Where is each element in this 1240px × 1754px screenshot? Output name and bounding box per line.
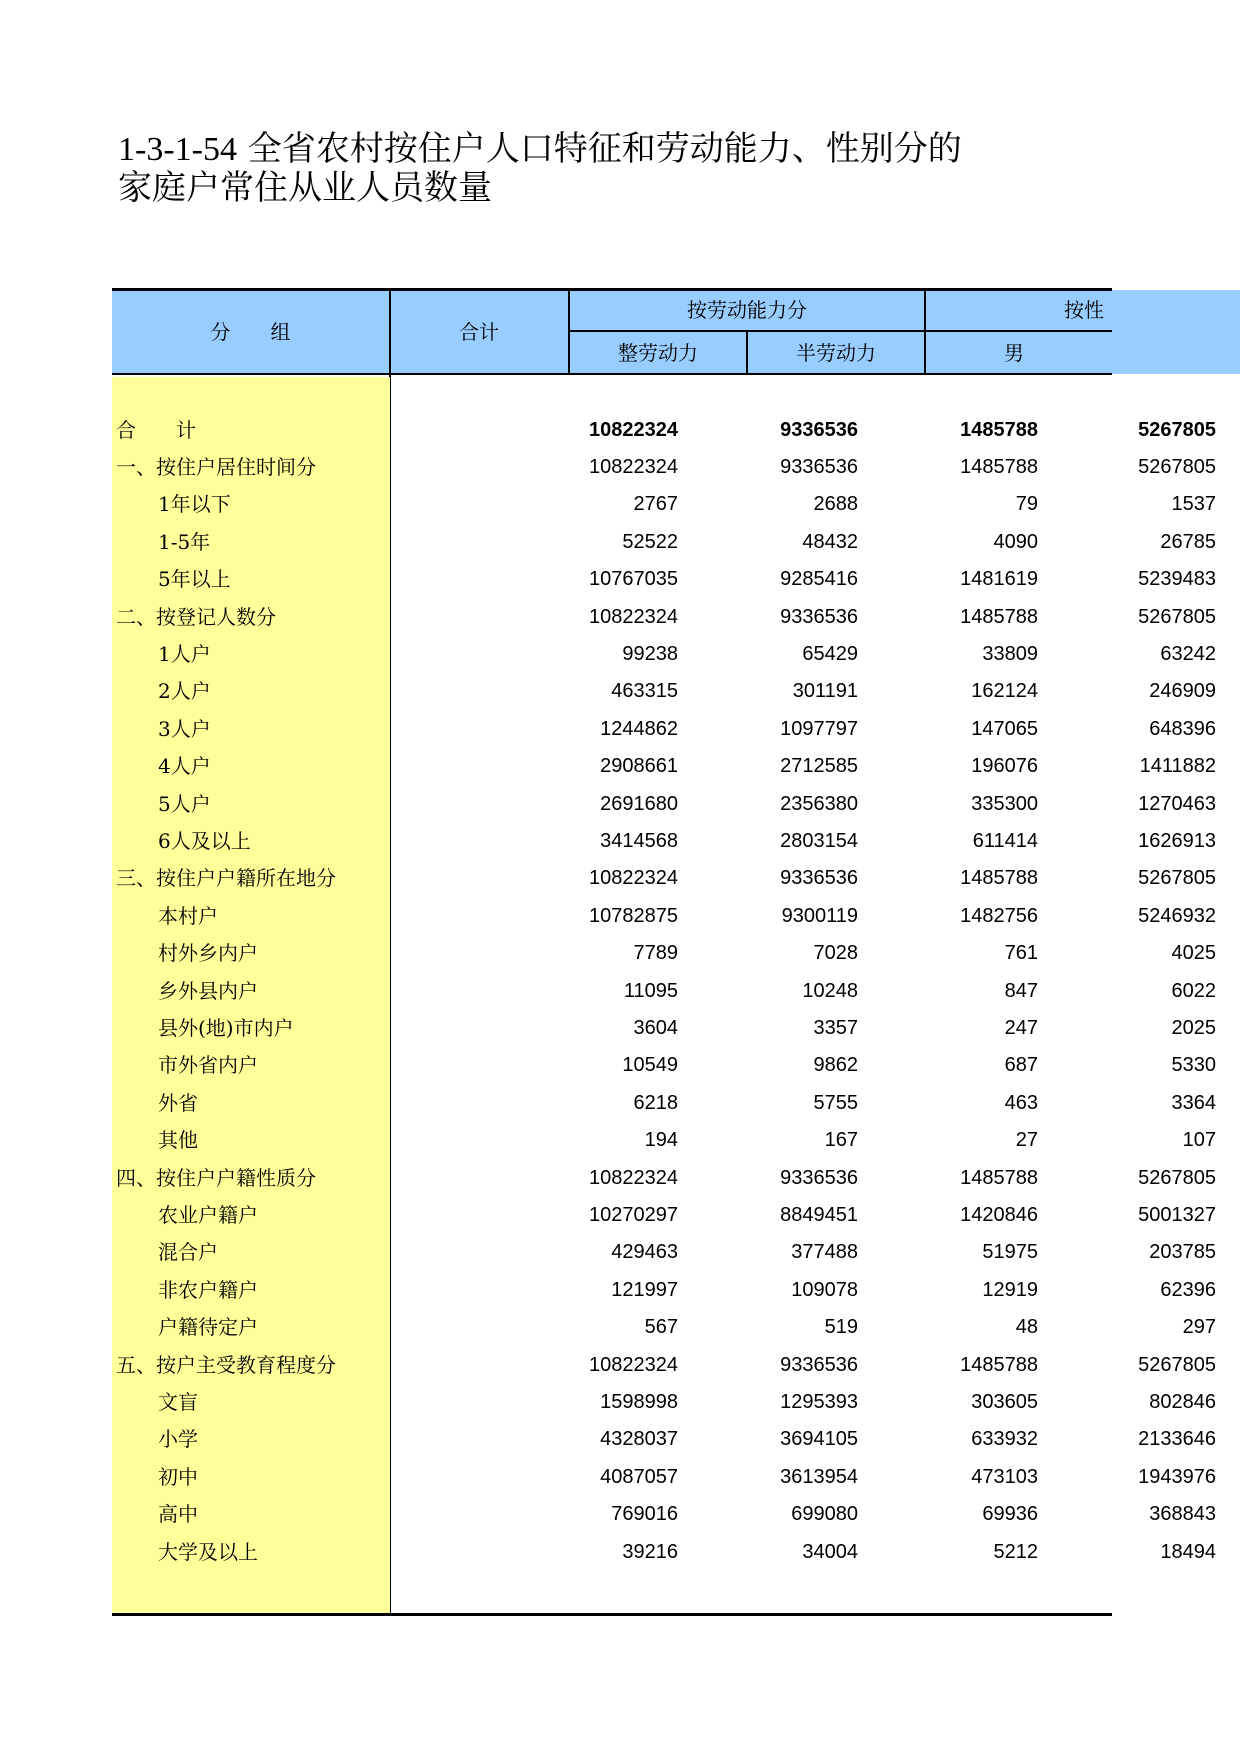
cell-male: 63242 [1160,643,1216,665]
cell-total: 39216 [622,1541,678,1563]
cell-male: 5267805 [1138,1354,1216,1376]
cell-half-labor: 1485788 [960,1167,1038,1189]
cell-male: 2133646 [1138,1428,1216,1450]
table-row [112,1309,1216,1346]
table-row [112,1347,1216,1384]
cell-total: 6218 [633,1092,678,1114]
row-label: 高中 [158,1502,198,1526]
row-label: 农业户籍户 [158,1203,258,1227]
cell-full-labor: 3613954 [780,1466,858,1488]
row-label: 户籍待定户 [158,1315,258,1339]
title-text-1: 全省农村按住户人口特征和劳动能力、性别分的 [247,129,962,169]
cell-full-labor: 377488 [791,1241,858,1263]
cell-total: 194 [644,1129,678,1151]
row-label: 村外乡内户 [158,941,258,965]
cell-full-labor: 109078 [791,1279,858,1301]
cell-full-labor: 9336536 [780,1167,858,1189]
row-label: 非农户籍户 [158,1278,258,1302]
table-row [112,1010,1216,1047]
row-label: 本村户 [158,904,218,928]
header-male: 男 [1004,341,1024,365]
cell-male: 5267805 [1138,1167,1216,1189]
cell-half-labor: 1485788 [960,419,1038,441]
row-label: 5年以上 [158,567,231,591]
cell-half-labor: 27 [1015,1129,1038,1151]
cell-half-labor: 1482756 [960,905,1038,927]
table-row [112,1421,1216,1458]
cell-male: 1626913 [1138,830,1216,852]
table-row [112,711,1216,748]
cell-half-labor: 633932 [971,1428,1038,1450]
cell-half-labor: 1485788 [960,867,1038,889]
cell-full-labor: 9336536 [780,456,858,478]
row-label: 1人户 [158,642,211,666]
cell-male: 368843 [1149,1503,1216,1525]
cell-half-labor: 196076 [971,755,1038,777]
cell-male: 1411882 [1139,755,1216,777]
cell-full-labor: 2688 [813,493,858,515]
row-label: 四、按住户户籍性质分 [116,1166,316,1190]
table-row [112,599,1216,636]
row-label: 二、按登记人数分 [116,605,276,629]
cell-half-labor: 33809 [982,643,1038,665]
cell-total: 1598998 [600,1391,678,1413]
cell-total: 10270297 [589,1204,678,1226]
cell-total: 4087057 [600,1466,678,1488]
cell-male: 5267805 [1138,419,1216,441]
cell-male: 5239483 [1138,568,1216,590]
cell-half-labor: 1485788 [960,456,1038,478]
row-label: 外省 [158,1091,198,1115]
cell-male: 18494 [1160,1541,1216,1563]
cell-full-labor: 1097797 [780,718,858,740]
table-bottom-rule [112,1613,1112,1616]
cell-half-labor: 463 [1004,1092,1038,1114]
cell-total: 3604 [633,1017,678,1039]
table-row [112,449,1216,486]
cell-half-labor: 247 [1004,1017,1038,1039]
cell-male: 62396 [1160,1279,1216,1301]
cell-half-labor: 1420846 [960,1204,1038,1226]
cell-full-labor: 5755 [813,1092,858,1114]
row-label: 5人户 [158,792,211,816]
cell-total: 10822324 [589,867,678,889]
cell-total: 10822324 [589,1354,678,1376]
cell-full-labor: 2356380 [780,793,858,815]
table-row [112,1459,1216,1496]
header-bottom-rule [112,373,1112,375]
cell-male: 203785 [1149,1241,1216,1263]
cell-full-labor: 9285416 [780,568,858,590]
cell-total: 10782875 [589,905,678,927]
table-row [112,1047,1216,1084]
table-row [112,1534,1216,1571]
table-row [112,823,1216,860]
cell-half-labor: 761 [1004,942,1038,964]
row-label: 文盲 [158,1390,198,1414]
cell-half-labor: 335300 [971,793,1038,815]
header-group: 分 组 [210,320,291,344]
cell-total: 2691680 [600,793,678,815]
table-row [112,1085,1216,1122]
header-half-labor: 半劳动力 [796,341,876,365]
cell-full-labor: 9336536 [780,1354,858,1376]
table-row [112,1272,1216,1309]
cell-male: 648396 [1149,718,1216,740]
table-row [112,561,1216,598]
row-label: 混合户 [158,1240,218,1264]
cell-male: 1537 [1171,493,1216,515]
row-label: 三、按住户户籍所在地分 [116,866,336,890]
cell-half-labor: 51975 [982,1241,1038,1263]
table-row [112,636,1216,673]
header-full-labor: 整劳动力 [618,341,698,365]
table-row [112,1122,1216,1159]
cell-full-labor: 10248 [802,980,858,1002]
cell-full-labor: 2803154 [780,830,858,852]
cell-half-labor: 79 [1015,493,1038,515]
row-label: 1年以下 [158,492,231,516]
table-row-total [112,412,1216,449]
cell-half-labor: 147065 [971,718,1038,740]
cell-full-labor: 34004 [802,1541,858,1563]
cell-male: 107 [1182,1129,1216,1151]
cell-male: 246909 [1149,680,1216,702]
cell-full-labor: 9336536 [780,867,858,889]
row-label: 县外(地)市内户 [158,1016,294,1040]
table-row [112,673,1216,710]
cell-full-labor: 9300119 [781,905,858,927]
cell-half-labor: 1485788 [960,1354,1038,1376]
cell-total: 10822324 [589,1167,678,1189]
cell-full-labor: 8849451 [780,1204,858,1226]
cell-total: 11095 [623,980,678,1002]
table-row [112,1197,1216,1234]
cell-total: 10822324 [589,419,678,441]
table-row [112,786,1216,823]
cell-half-labor: 303605 [971,1391,1038,1413]
table-top-rule [112,288,1112,291]
cell-total: 10822324 [589,606,678,628]
cell-male: 5001327 [1138,1204,1216,1226]
cell-half-labor: 1481619 [960,568,1038,590]
cell-male: 2025 [1171,1017,1216,1039]
cell-total: 769016 [611,1503,678,1525]
cell-half-labor: 162124 [971,680,1038,702]
cell-male: 26785 [1160,531,1216,553]
cell-total: 10767035 [589,568,678,590]
cell-full-labor: 65429 [802,643,858,665]
row-label: 初中 [158,1465,198,1489]
cell-male: 3364 [1171,1092,1216,1114]
table-row [112,748,1216,785]
cell-total: 4328037 [600,1428,678,1450]
cell-male: 5267805 [1138,456,1216,478]
cell-male: 5267805 [1138,606,1216,628]
cell-total: 567 [644,1316,678,1338]
cell-male: 297 [1182,1316,1216,1338]
table-row [112,1234,1216,1271]
table-row [112,486,1216,523]
cell-full-labor: 1295393 [780,1391,858,1413]
cell-male: 1270463 [1138,793,1216,815]
cell-half-labor: 687 [1004,1054,1038,1076]
page-title [118,130,962,207]
cell-total: 10822324 [589,456,678,478]
row-label: 4人户 [158,754,211,778]
cell-male: 4025 [1171,942,1216,964]
table-row [112,973,1216,1010]
row-label: 乡外县内户 [158,979,258,1003]
cell-full-labor: 3694105 [780,1428,858,1450]
header-labor-group: 按劳动能力分 [687,298,807,322]
cell-full-labor: 9336536 [780,606,858,628]
cell-total: 2767 [633,493,678,515]
cell-half-labor: 12919 [982,1279,1038,1301]
row-label: 大学及以上 [158,1540,258,1564]
row-label: 市外省内户 [158,1053,258,1077]
cell-full-labor: 3357 [813,1017,858,1039]
cell-total: 10549 [622,1054,678,1076]
table-row [112,1160,1216,1197]
cell-total: 429463 [611,1241,678,1263]
row-label: 其他 [158,1128,198,1152]
cell-male: 5246932 [1138,905,1216,927]
cell-half-labor: 473103 [971,1466,1038,1488]
row-label: 五、按户主受教育程度分 [116,1353,336,1377]
row-label: 合 计 [116,418,196,442]
cell-full-labor: 9862 [813,1054,858,1076]
header-total: 合计 [459,320,499,344]
cell-total: 463315 [611,680,678,702]
header-sex-group: 按性 [1064,298,1104,322]
cell-male: 1943976 [1138,1466,1216,1488]
row-label: 1-5年 [158,530,211,554]
row-label: 6人及以上 [158,829,251,853]
table-code: 1-3-1-54 [118,131,237,168]
row-label: 一、按住户居住时间分 [116,455,316,479]
cell-half-labor: 847 [1004,980,1038,1002]
cell-male: 6022 [1171,980,1216,1002]
cell-half-labor: 4090 [993,531,1038,553]
cell-male: 802846 [1149,1391,1216,1413]
table-row [112,524,1216,561]
cell-total: 121997 [611,1279,678,1301]
cell-full-labor: 7028 [813,942,858,964]
cell-full-labor: 2712585 [780,755,858,777]
title-line-1 [118,130,962,169]
title-line-2: 家庭户常住从业人员数量 [118,168,492,208]
table-row [112,935,1216,972]
cell-total: 2908661 [600,755,678,777]
table-row [112,1384,1216,1421]
header-mid-rule [569,330,1112,332]
cell-total: 3414568 [600,830,678,852]
row-label: 2人户 [158,679,211,703]
cell-full-labor: 9336536 [780,419,858,441]
cell-full-labor: 519 [824,1316,858,1338]
cell-total: 52522 [622,531,678,553]
cell-half-labor: 611414 [972,830,1038,852]
cell-half-labor: 5212 [993,1541,1038,1563]
table-row [112,860,1216,897]
cell-half-labor: 69936 [982,1503,1038,1525]
cell-half-labor: 48 [1015,1316,1038,1338]
cell-total: 7789 [633,942,678,964]
row-label: 3人户 [158,717,211,741]
cell-total: 99238 [622,643,678,665]
cell-male: 5330 [1171,1054,1216,1076]
table-row [112,1496,1216,1533]
cell-male: 5267805 [1138,867,1216,889]
cell-full-labor: 48432 [802,531,858,553]
cell-full-labor: 301191 [792,680,858,702]
row-label: 小学 [158,1427,198,1451]
cell-total: 1244862 [600,718,678,740]
cell-full-labor: 699080 [791,1503,858,1525]
cell-half-labor: 1485788 [960,606,1038,628]
table-row [112,898,1216,935]
cell-full-labor: 167 [824,1129,858,1151]
